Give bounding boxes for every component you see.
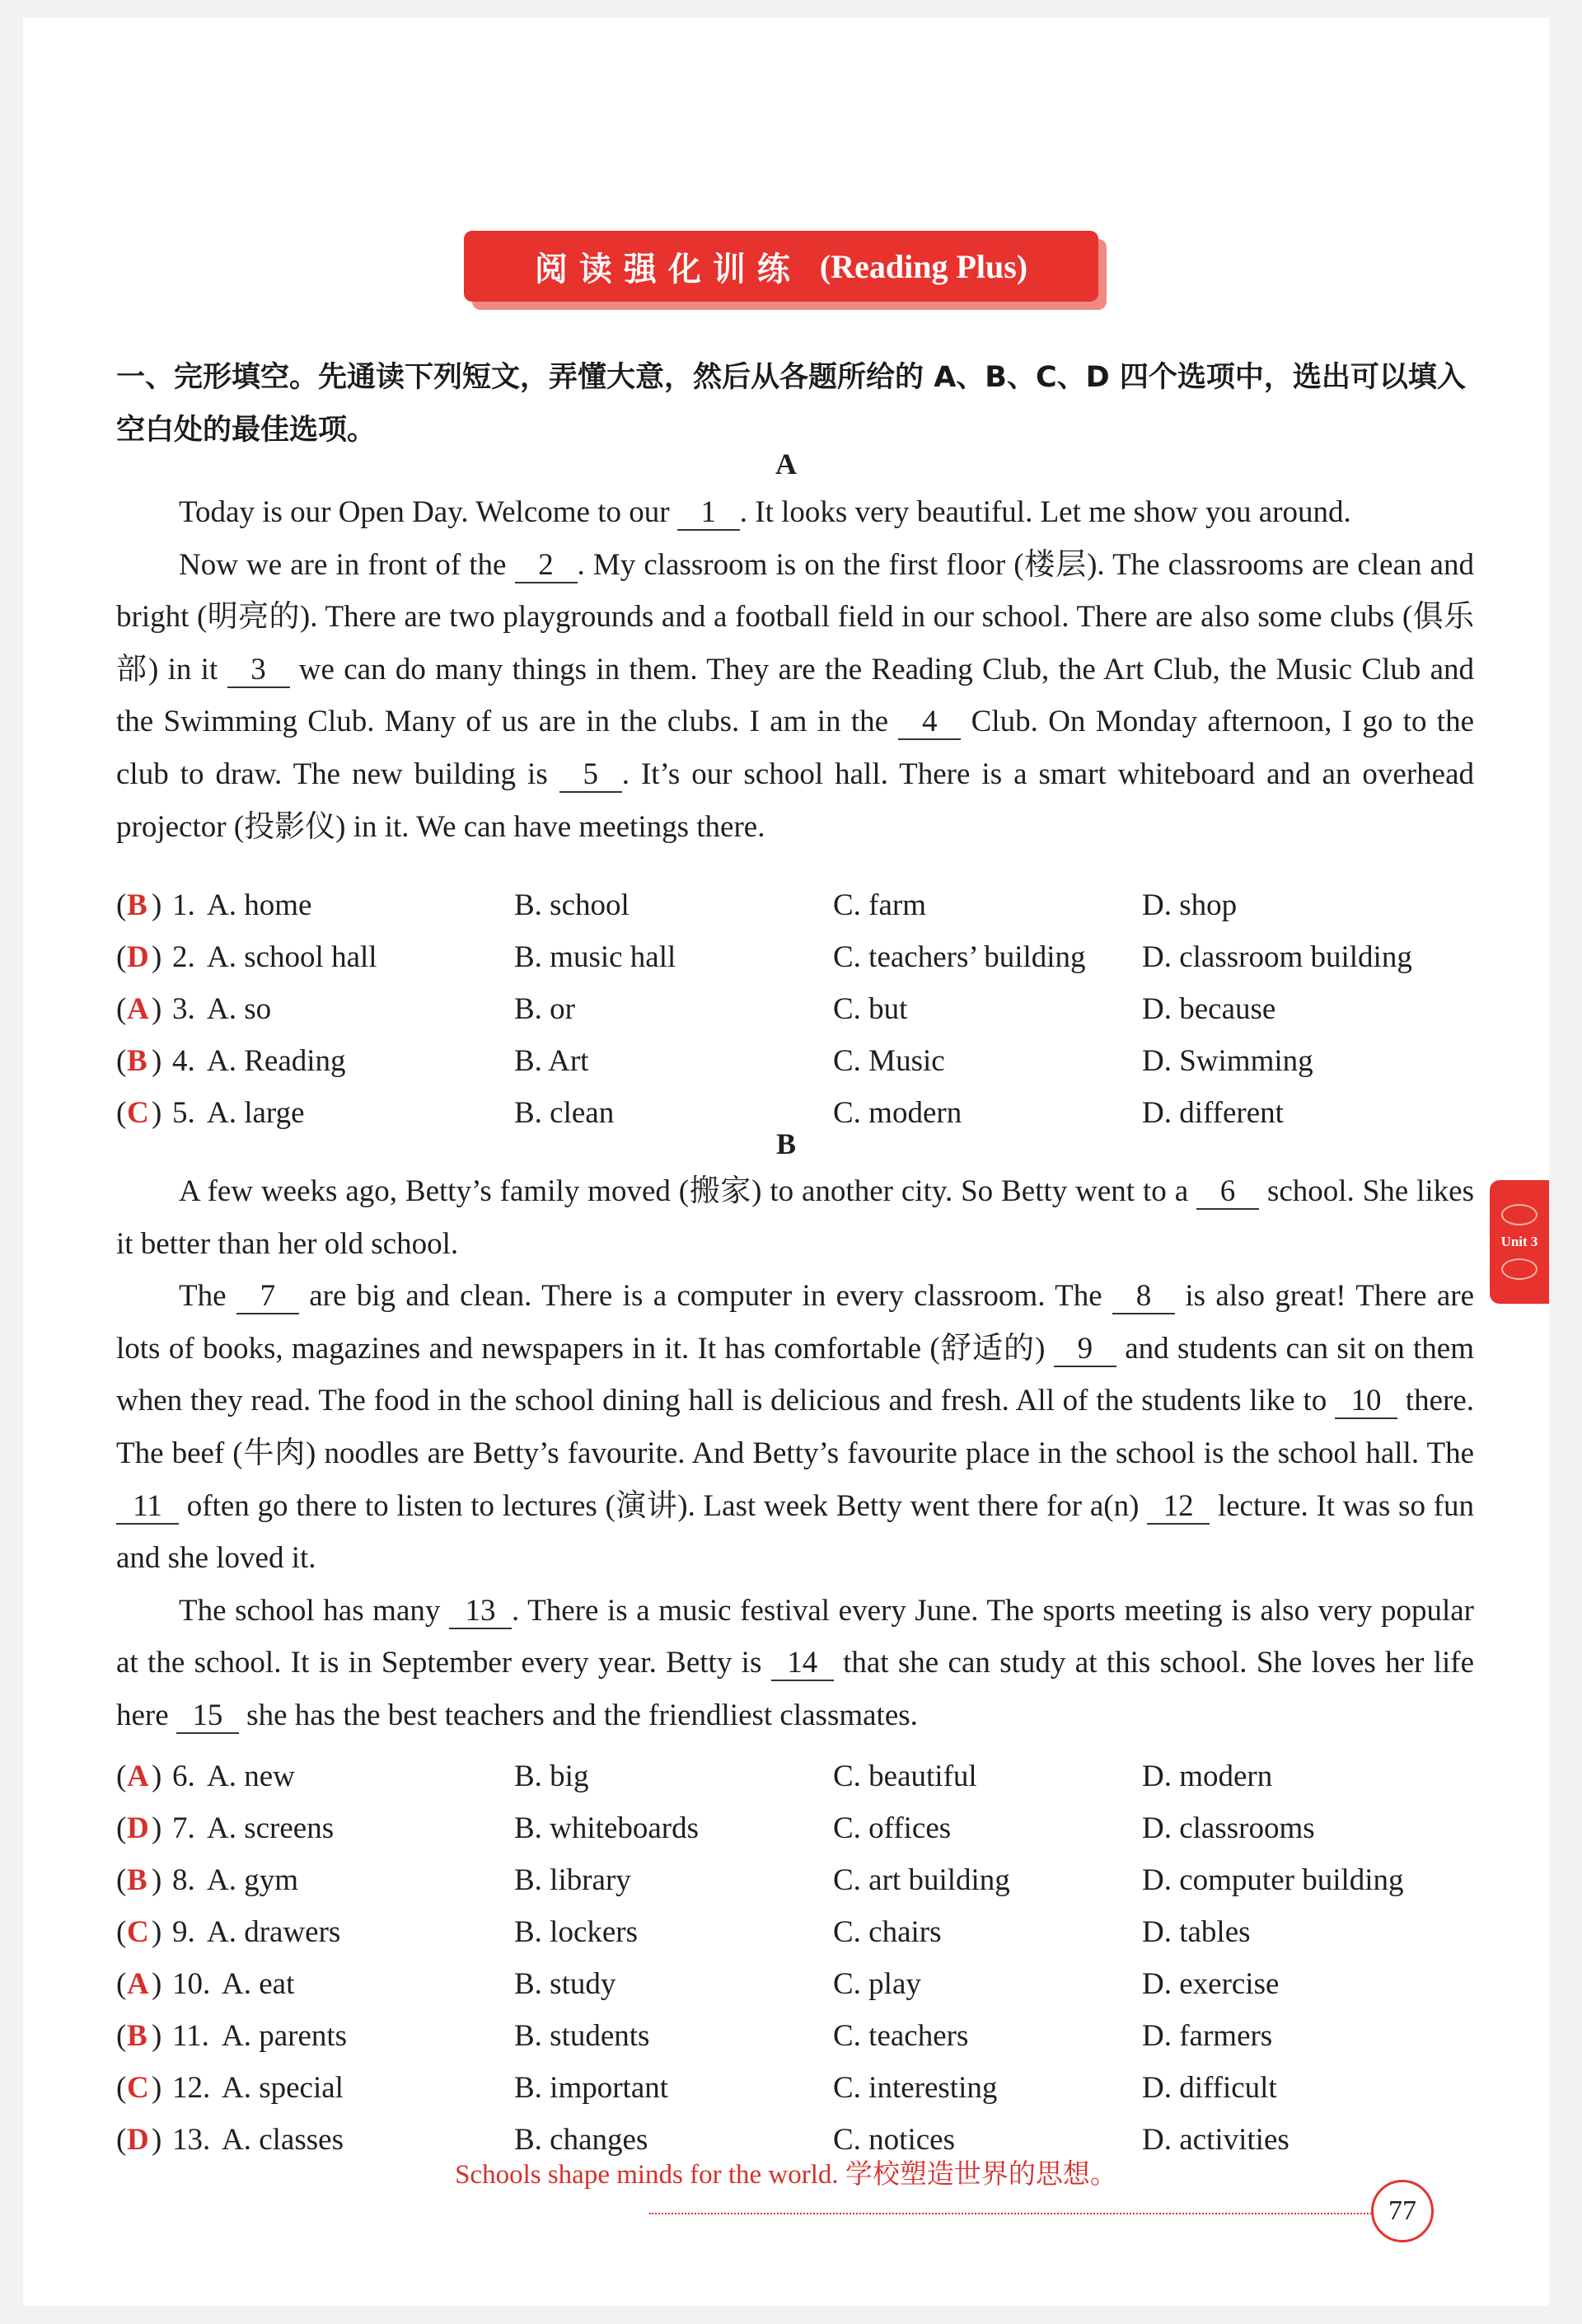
answer-mark: C xyxy=(127,1096,149,1130)
question-number: 1. xyxy=(172,888,195,922)
page xyxy=(23,18,1549,2306)
option-c: C. teachers’ building xyxy=(833,940,1086,974)
answer-mark: C xyxy=(127,1915,149,1949)
option-a: A. new xyxy=(207,1759,295,1793)
banner-title xyxy=(464,231,1098,302)
question-row: ( A ) 3. A. so B. or C. but D. because xyxy=(116,983,1500,1036)
option-c: C. modern xyxy=(833,1096,962,1130)
blank-6: 6 xyxy=(1196,1175,1259,1210)
option-a: A. classes xyxy=(222,2123,344,2157)
passage-b-paragraph: The 7 are big and clean. There is a computer in every classroom. The 8 is also great! There are lots of books, magazines and newspapers in it. It has comfortable (舒适的) 9 and students can sit on them when they read. The food in the school dining hall is delicious and fresh. All of the students like to 10 there. The beef (牛肉) noodles are Betty’s favourite. And Betty’s favourite place in the school is the school hall. The 11 often go there to listen to lectures (演讲). Last week Betty went there for a(n) 12 lecture. It was so fun and she loved it. xyxy=(116,1279,1475,1576)
option-c: C. interesting xyxy=(833,2071,998,2105)
option-d: D. activities xyxy=(1142,2123,1289,2157)
option-b: B. big xyxy=(514,1759,589,1793)
banner-title-cn: 阅读强化训练 xyxy=(534,250,802,288)
footer-motto: Schools shape minds for the world. 学校塑造世界的思想。 xyxy=(455,2160,1117,2190)
answer-mark: B xyxy=(127,1863,147,1897)
question-row: ( B ) 11. A. parents B. students C. teachers D. farmers xyxy=(116,2010,1500,2063)
question-number: 6. xyxy=(172,1759,195,1793)
option-a: A. large xyxy=(207,1096,305,1130)
blank-10: 10 xyxy=(1335,1385,1397,1419)
option-d: D. because xyxy=(1142,992,1276,1026)
section-banner xyxy=(464,231,1098,302)
option-d: D. Swimming xyxy=(1142,1044,1313,1078)
blank-5: 5 xyxy=(559,758,622,793)
option-b: B. changes xyxy=(514,2123,648,2157)
question-row: ( B ) 4. A. Reading B. Art C. Music D. Swimming xyxy=(116,1035,1500,1088)
blank-8: 8 xyxy=(1112,1280,1175,1314)
option-b: B. whiteboards xyxy=(514,1811,700,1845)
footer-divider xyxy=(649,2213,1374,2214)
option-a: A. gym xyxy=(207,1863,298,1897)
option-d: D. exercise xyxy=(1142,1967,1280,2001)
blank-7: 7 xyxy=(236,1280,299,1314)
blank-3: 3 xyxy=(227,654,290,688)
answer-mark: B xyxy=(127,2019,147,2053)
question-number: 2. xyxy=(172,940,195,974)
option-b: B. important xyxy=(514,2071,669,2105)
passage-b-heading: B xyxy=(775,1127,796,1160)
blank-12: 12 xyxy=(1147,1490,1210,1525)
answer-mark: B xyxy=(127,888,147,922)
option-d: D. different xyxy=(1142,1096,1284,1130)
blank-15: 15 xyxy=(176,1699,239,1734)
answer-mark: D xyxy=(127,940,149,974)
option-c: C. teachers xyxy=(833,2019,969,2053)
blank-13: 13 xyxy=(449,1595,512,1629)
question-number: 11. xyxy=(172,2019,209,2053)
passage-b-paragraph: The school has many 13 . There is a music festival every June. The sports meeting is also very popular at the school. It is in September every year. Betty is 14 that she can study at this school. She loves her life here 15 she has the best teachers and the friendliest classmates. xyxy=(116,1593,1474,1732)
passage-a xyxy=(116,486,1474,853)
banner-title-en: (Reading Plus) xyxy=(819,247,1028,285)
question-row: ( D ) 7. A. screens B. whiteboards C. offices D. classrooms xyxy=(116,1802,1500,1855)
option-b: B. music hall xyxy=(514,940,676,974)
wing-icon xyxy=(1501,1258,1538,1280)
option-d: D. tables xyxy=(1142,1915,1251,1949)
option-a: A. special xyxy=(222,2071,344,2105)
passage-b xyxy=(116,1165,1474,1742)
question-number: 5. xyxy=(172,1096,195,1130)
option-c: C. farm xyxy=(833,888,927,922)
passage-a-paragraph: Today is our Open Day. Welcome to our 1 . It looks very beautiful. Let me show you around. xyxy=(179,495,1351,529)
question-number: 4. xyxy=(172,1044,195,1078)
option-b: B. or xyxy=(514,992,575,1026)
option-d: D. shop xyxy=(1142,888,1238,922)
passage-a-heading: A xyxy=(775,447,797,480)
passage-b-paragraph: A few weeks ago, Betty’s family moved (搬家) to another city. So Betty went to a 6 school. She likes it better than her old school. xyxy=(116,1174,1474,1261)
question-number: 10. xyxy=(172,1967,211,2001)
answer-mark: A xyxy=(127,1967,149,2001)
answer-mark: D xyxy=(127,2123,149,2157)
question-number: 9. xyxy=(172,1915,195,1949)
option-a: A. school hall xyxy=(207,940,377,974)
option-a: A. home xyxy=(207,888,312,922)
question-number: 3. xyxy=(172,992,195,1026)
option-b: B. clean xyxy=(514,1096,615,1130)
option-b: B. Art xyxy=(514,1044,589,1078)
option-b: B. students xyxy=(514,2019,650,2053)
blank-1: 1 xyxy=(677,496,740,531)
option-a: A. so xyxy=(207,992,272,1026)
question-row: ( B ) 8. A. gym B. library C. art building D. computer building xyxy=(116,1854,1500,1907)
question-row: ( C ) 12. A. special B. important C. interesting D. difficult xyxy=(116,2062,1500,2115)
option-c: C. Music xyxy=(833,1044,945,1078)
option-d: D. modern xyxy=(1142,1759,1273,1793)
option-c: C. chairs xyxy=(833,1915,942,1949)
blank-14: 14 xyxy=(771,1647,834,1681)
answer-mark: A xyxy=(127,992,149,1026)
unit-side-tab xyxy=(1490,1180,1549,1304)
question-number: 13. xyxy=(172,2123,211,2157)
instruction: 一、完形填空。先通读下列短文，弄懂大意，然后从各题所给的 A、B、C、D 四个选项中，选出可以填入空白处的最佳选项。 xyxy=(116,361,1466,447)
blank-2: 2 xyxy=(515,549,578,583)
question-row: ( D ) 2. A. school hall B. music hall C. teachers’ building D. classroom building xyxy=(116,931,1500,984)
answer-mark: D xyxy=(127,1811,149,1845)
option-a: A. screens xyxy=(207,1811,335,1845)
option-a: A. drawers xyxy=(207,1915,341,1949)
question-row: ( C ) 9. A. drawers B. lockers C. chairs D. tables xyxy=(116,1906,1500,1959)
question-number: 12. xyxy=(172,2071,211,2105)
option-b: B. study xyxy=(514,1967,616,2001)
option-c: C. beautiful xyxy=(833,1759,977,1793)
option-d: D. difficult xyxy=(1142,2071,1277,2105)
option-a: A. parents xyxy=(222,2019,348,2053)
question-row: ( A ) 6. A. new B. big C. beautiful D. modern xyxy=(116,1750,1500,1803)
option-d: D. computer building xyxy=(1142,1863,1404,1897)
blank-4: 4 xyxy=(898,705,961,740)
question-row: ( B ) 1. A. home B. school C. farm D. shop xyxy=(116,879,1500,932)
option-a: A. eat xyxy=(222,1967,295,2001)
option-a: A. Reading xyxy=(207,1044,346,1078)
option-d: D. classroom building xyxy=(1142,940,1412,974)
answer-mark: A xyxy=(127,1759,149,1793)
option-b: B. school xyxy=(514,888,630,922)
passage-a-paragraph: Now we are in front of the 2 . My classroom is on the first floor (楼层). The classrooms are clean and bright (明亮的). There are two playgrounds and a football field in our school. There are also some clubs (俱乐部) in it 3 we can do many things in them. They are the Reading Club, the Art Club, the Music Club and the Swimming Club. Many of us are in the clubs. I am in the 4 Club. On Monday afternoon, I go to the club to draw. The new building is 5 . It’s our school hall. There is a smart whiteboard and an overhead projector (投影仪) in it. We can have meetings there. xyxy=(116,547,1475,844)
wing-icon xyxy=(1501,1204,1538,1225)
question-row: ( D ) 13. A. classes B. changes C. notices D. activities xyxy=(116,2114,1500,2167)
page-number: 77 xyxy=(1371,2180,1434,2242)
option-c: C. notices xyxy=(833,2123,955,2157)
option-c: C. but xyxy=(833,992,908,1026)
option-b: B. lockers xyxy=(514,1915,639,1949)
blank-9: 9 xyxy=(1054,1333,1116,1367)
question-row: ( C ) 5. A. large B. clean C. modern D. different xyxy=(116,1087,1500,1140)
option-c: C. play xyxy=(833,1967,921,2001)
option-d: D. farmers xyxy=(1142,2019,1273,2053)
unit-label: Unit 3 xyxy=(1500,1234,1538,1249)
question-number: 7. xyxy=(172,1811,195,1845)
question-number: 8. xyxy=(172,1863,195,1897)
answer-mark: B xyxy=(127,1044,147,1078)
question-row: ( A ) 10. A. eat B. study C. play D. exercise xyxy=(116,1958,1500,2011)
option-c: C. offices xyxy=(833,1811,952,1845)
option-b: B. library xyxy=(514,1863,631,1897)
option-c: C. art building xyxy=(833,1863,1010,1897)
option-d: D. classrooms xyxy=(1142,1811,1315,1845)
blank-11: 11 xyxy=(116,1490,179,1525)
answer-mark: C xyxy=(127,2071,149,2105)
